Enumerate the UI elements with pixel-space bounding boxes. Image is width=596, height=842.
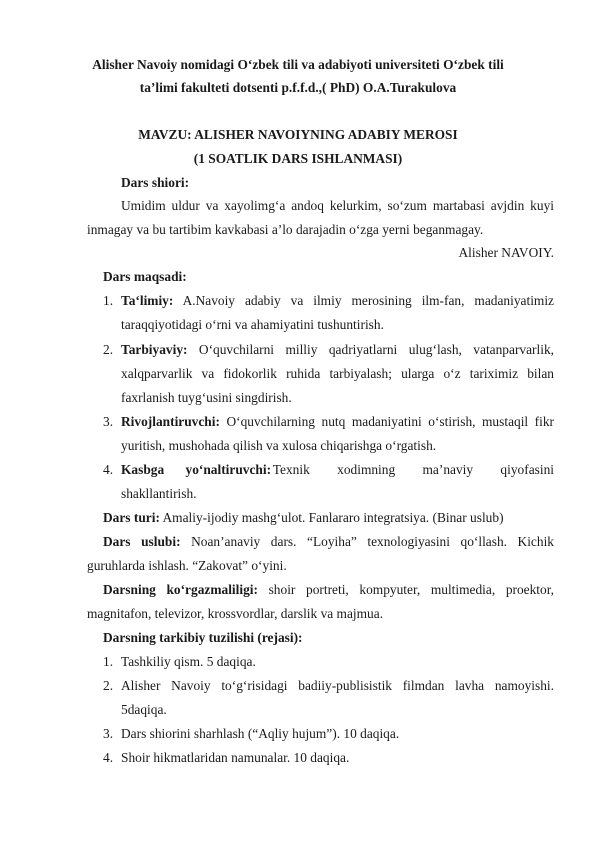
goal-text-cont: shakllantirish. <box>121 486 197 501</box>
plan-item-3: Dars shiorini sharhlash (“Aqliy hujum”). 10 daqiqa. <box>121 726 400 741</box>
equipment <box>103 581 554 599</box>
equipment-text: shoir portreti, kompyuter, multimedia, proektor, <box>268 582 554 597</box>
lesson-method-cont: guruhlarda ishlash. “Zakovat” o‘yini. <box>87 558 287 573</box>
goal-text: O‘quvchilarning nutq madaniyatini o‘stirish, mustaqil fikr <box>226 414 554 429</box>
goal-number: 4. <box>103 462 114 477</box>
epigraph-line-2: inmagay va bu tartibim kavkabasi a’lo darajadin o‘zga yerni beganmagay. <box>87 222 484 237</box>
epigraph-heading: Dars shiori: <box>121 175 190 190</box>
plan-number: 1. <box>103 654 114 669</box>
goal-text: Texnik xodimning ma’naviy qiyofasini <box>272 462 554 477</box>
plan-item-1: Tashkiliy qism. 5 daqiqa. <box>121 654 256 669</box>
goal-text-cont: xalqparvarlik va fidokorlik ruhida tarbiyalash; ularga o‘z tariximiz bilan <box>121 366 554 381</box>
goal-label: Rivojlantiruvchi: <box>121 414 220 429</box>
plan-item-2-cont: 5daqiqa. <box>121 702 167 717</box>
goal-number: 3. <box>103 414 114 429</box>
plan-item-4: Shoir hikmatlaridan namunalar. 10 daqiqa. <box>121 750 350 765</box>
lesson-method <box>103 533 554 551</box>
equipment-label: Darsning ko‘rgazmaliligi: <box>103 582 258 597</box>
goal-text-cont: faxrlanish tuyg‘usini singdirish. <box>121 390 292 405</box>
plan-heading: Darsning tarkibiy tuzilishi (rejasi): <box>103 630 303 645</box>
epigraph-author: Alisher NAVOIY. <box>458 245 554 260</box>
goal-number: 1. <box>103 293 114 308</box>
plan-number: 2. <box>103 678 114 693</box>
title-line-1: MAVZU: ALISHER NAVOIYNING ADABIY MEROSI <box>138 127 458 142</box>
goal-text-cont: yuritish, mushohada qilish va xulosa chiqarishga o‘rgatish. <box>121 438 437 453</box>
goal-label: Kasbga yo‘naltiruvchi: <box>121 462 272 477</box>
goal-text-cont: taraqqiyotidagi o‘rni va ahamiyatini tushuntirish. <box>121 317 384 332</box>
lesson-type-label: Dars turi: <box>103 510 160 525</box>
header-line-2: ta’limi fakulteti dotsenti p.f.f.d.,( PhD) O.A.Turakulova <box>139 80 457 95</box>
goal-text: A.Navoiy adabiy va ilmiy merosining ilm-fan, madaniyatimiz <box>182 293 554 308</box>
plan-number: 4. <box>103 750 114 765</box>
lesson-method-text: Noan’anaviy dars. “Loyiha” texnologiyasini qo‘llash. Kichik <box>191 534 554 549</box>
lesson-type <box>103 509 504 527</box>
goal-number: 2. <box>103 342 114 357</box>
goal-item-2 <box>121 341 554 359</box>
plan-item-2: Alisher Navoiy to‘g‘risidagi badiiy-publisistik filmdan lavha namoyishi. <box>121 678 554 693</box>
header-line-1: Alisher Navoiy nomidagi O‘zbek tili va adabiyoti universiteti O‘zbek tili <box>92 57 504 72</box>
goal-item-3 <box>121 413 554 431</box>
equipment-cont: magnitafon, televizor, krossvordlar, darslik va majmua. <box>87 606 384 621</box>
lesson-type-text: Amaliy-ijodiy mashg‘ulot. Fanlararo integratsiya. (Binar uslub) <box>162 510 504 525</box>
goals-heading: Dars maqsadi: <box>103 269 187 284</box>
goal-text: O‘quvchilarni milliy qadriyatlarni ulug‘lash, vatanparvarlik, <box>198 342 554 357</box>
plan-number: 3. <box>103 726 114 741</box>
title-line-2: (1 SOATLIK DARS ISHLANMASI) <box>193 151 403 166</box>
goal-item-4 <box>121 461 554 479</box>
goal-item-1 <box>121 292 554 310</box>
goal-label: Tarbiyaviy: <box>121 342 188 357</box>
lesson-method-label: Dars uslubi: <box>103 534 181 549</box>
goal-label: Ta‘limiy: <box>121 293 174 308</box>
epigraph-line-1: Umidim uldur va xayolimg‘a andoq kelurkim, so‘zum martabasi avjdin kuyi <box>121 198 554 213</box>
